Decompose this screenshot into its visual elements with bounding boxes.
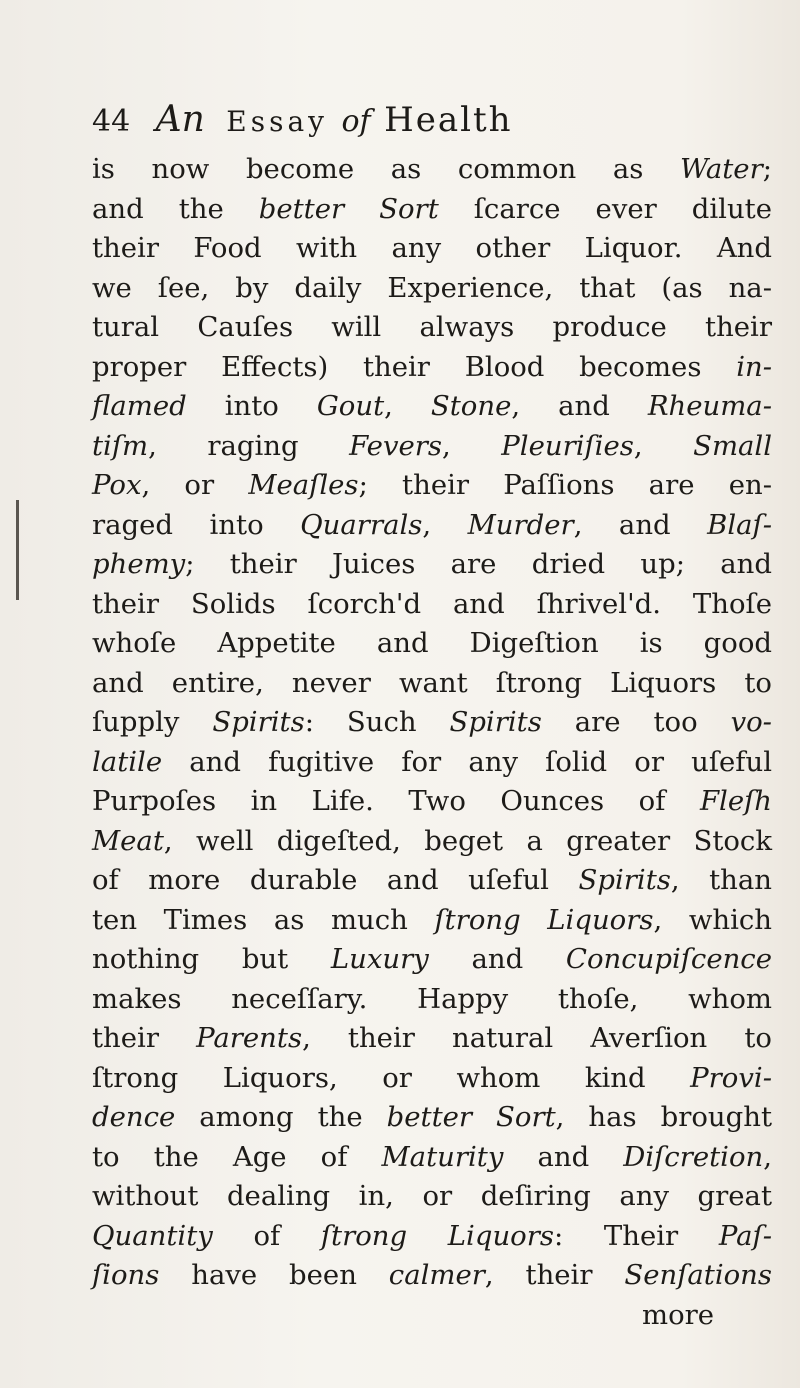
- text-segment: , their: [484, 1259, 625, 1291]
- text-segment: , which: [653, 903, 772, 936]
- text-line: [92, 743, 772, 783]
- italic-text: Blaſ-: [707, 508, 773, 541]
- text-line: [92, 822, 772, 862]
- text-line: [92, 348, 772, 388]
- text-segment: of more durable and uſeful: [92, 864, 579, 896]
- text-segment: and: [503, 1140, 624, 1173]
- italic-text: Meaſles: [248, 469, 359, 501]
- text-line: [92, 150, 772, 190]
- text-line: [92, 1177, 772, 1217]
- text-segment: and fugitive for any ſolid or uſeful: [162, 745, 772, 778]
- text-segment: we ſee, by daily Experience, that (as na-: [92, 271, 772, 304]
- text-line: [92, 1256, 772, 1296]
- body-text: [92, 150, 772, 1335]
- italic-text: Meat: [92, 824, 164, 857]
- text-segment: : Such: [304, 706, 450, 738]
- text-segment: and the: [92, 192, 259, 225]
- text-segment: ; their Paſſions are en-: [358, 469, 772, 501]
- header-an: An: [155, 99, 205, 140]
- text-segment: ;: [762, 153, 772, 185]
- text-line: [92, 782, 772, 822]
- italic-text: Pleuriſies: [501, 429, 634, 462]
- italic-text: Spirits: [212, 706, 305, 738]
- text-line: [92, 190, 772, 230]
- italic-text: in-: [736, 350, 772, 383]
- text-line: [92, 1138, 772, 1178]
- italic-text: Spirits: [449, 706, 542, 738]
- text-segment: and: [428, 943, 566, 975]
- italic-text: Parents: [196, 1022, 303, 1054]
- text-segment: , well digeſted, beget a greater Stock: [163, 824, 772, 857]
- text-segment: of: [212, 1219, 321, 1252]
- text-segment: , their natural Averſion to: [302, 1022, 772, 1054]
- text-line: [92, 387, 772, 427]
- text-line: [92, 1019, 772, 1059]
- italic-text: tiſm: [92, 429, 149, 462]
- italic-text: Provi-: [690, 1061, 772, 1094]
- text-segment: among the: [175, 1101, 387, 1133]
- italic-text: Concupiſcence: [565, 943, 772, 975]
- text-segment: to the Age of: [92, 1140, 382, 1173]
- text-segment: without dealing in, or deſiring any great: [92, 1180, 772, 1212]
- header-essay: Essay: [226, 105, 328, 138]
- italic-text: Stone: [430, 390, 512, 422]
- text-segment: , raging: [148, 429, 350, 462]
- italic-text: calmer: [388, 1259, 485, 1291]
- italic-text: Water: [679, 153, 763, 185]
- text-segment: ,: [422, 508, 468, 541]
- text-segment: their Solids ſcorch'd and ſhrivel'd. Thoſe: [92, 587, 772, 620]
- text-segment: , has brought: [555, 1101, 773, 1133]
- italic-text: Fleſh: [699, 785, 772, 817]
- text-line: [92, 980, 772, 1020]
- text-segment: nothing but: [92, 943, 331, 975]
- text-line: [92, 308, 772, 348]
- text-line: [92, 703, 772, 743]
- header-health: Health: [384, 100, 513, 140]
- text-line: [92, 229, 772, 269]
- italic-text: better Sort: [386, 1101, 556, 1133]
- text-segment: makes neceſſary. Happy thoſe, whom: [92, 982, 772, 1015]
- text-segment: ſtrong Liquors, or whom kind: [92, 1061, 691, 1094]
- text-segment: are too: [541, 706, 731, 738]
- text-segment: and entire, never want ſtrong Liquors to: [92, 666, 772, 699]
- text-line: [92, 901, 772, 941]
- italic-text: Rheuma-: [647, 390, 772, 422]
- italic-text: Luxury: [330, 943, 429, 975]
- text-line: [92, 624, 772, 664]
- text-line: [92, 1098, 772, 1138]
- text-segment: , or: [141, 469, 249, 501]
- italic-text: better Sort: [258, 192, 439, 225]
- text-segment: raged into: [92, 508, 301, 541]
- text-segment: Purpoſes in Life. Two Ounces of: [92, 785, 700, 817]
- text-line: [92, 269, 772, 309]
- italic-text: dence: [92, 1101, 176, 1133]
- text-segment: whoſe Appetite and Digeſtion is good: [92, 627, 772, 659]
- text-segment: proper Effects) their Blood becomes: [92, 350, 737, 383]
- italic-text: ſions: [92, 1259, 160, 1291]
- text-line: [92, 506, 772, 546]
- catchword: more: [642, 1298, 715, 1331]
- italic-text: Pox: [92, 469, 142, 501]
- running-header: [92, 100, 732, 142]
- text-segment: , than: [670, 864, 772, 896]
- italic-text: ſtrong Liquors: [320, 1219, 554, 1252]
- text-segment: ,: [384, 390, 431, 422]
- italic-text: latile: [92, 745, 163, 778]
- italic-text: vo-: [730, 706, 772, 738]
- header-of: of: [341, 104, 371, 139]
- italic-text: Paſ-: [718, 1219, 772, 1252]
- text-segment: their Food with any other Liquor. And: [92, 232, 772, 264]
- text-segment: ſcarce ever dilute: [438, 192, 773, 225]
- text-line: [92, 664, 772, 704]
- italic-text: flamed: [92, 390, 187, 422]
- italic-text: phemy: [92, 548, 186, 580]
- text-segment: is now become as common as: [92, 153, 680, 185]
- text-segment: ,: [763, 1140, 772, 1173]
- text-segment: tural Cauſes will always produce their: [92, 311, 772, 343]
- italic-text: Fevers: [349, 429, 443, 462]
- text-line: [92, 545, 772, 585]
- italic-text: Quantity: [92, 1219, 213, 1252]
- italic-text: Quarrals: [300, 508, 423, 541]
- text-line: [92, 861, 772, 901]
- text-segment: ten Times as much: [92, 903, 435, 936]
- text-line: [92, 427, 772, 467]
- text-segment: have been: [159, 1259, 389, 1291]
- text-segment: ; their Juices are dried up; and: [185, 548, 772, 580]
- text-segment: , and: [511, 390, 648, 422]
- page-number: 44: [92, 104, 131, 139]
- italic-text: ſtrong Liquors: [434, 903, 654, 936]
- text-line: [92, 940, 772, 980]
- text-segment: into: [186, 390, 317, 422]
- text-segment: ,: [633, 429, 694, 462]
- text-line: [92, 1059, 772, 1099]
- text-segment: , and: [573, 508, 708, 541]
- italic-text: Maturity: [381, 1140, 504, 1173]
- text-line: [92, 585, 772, 625]
- text-line: [92, 1217, 772, 1257]
- italic-text: Diſcretion: [623, 1140, 764, 1173]
- italic-text: Gout: [316, 390, 385, 422]
- text-segment: ſupply: [92, 706, 213, 738]
- text-segment: their: [92, 1022, 197, 1054]
- italic-text: Small: [693, 429, 773, 462]
- text-line: [92, 466, 772, 506]
- italic-text: Senſations: [624, 1259, 772, 1291]
- italic-text: Murder: [467, 508, 574, 541]
- margin-mark: [16, 500, 19, 600]
- italic-text: Spirits: [578, 864, 671, 896]
- text-segment: ,: [442, 429, 502, 462]
- text-segment: : Their: [553, 1219, 719, 1252]
